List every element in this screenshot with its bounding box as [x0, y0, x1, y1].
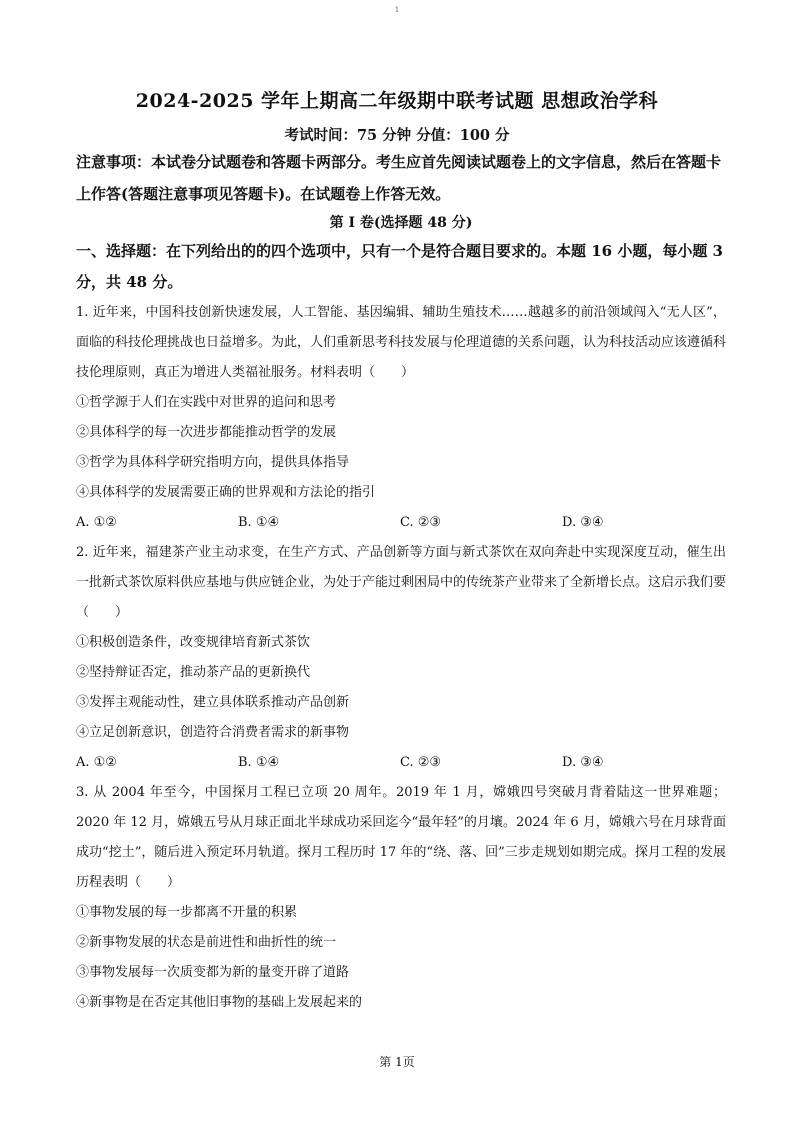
question-statement: ③发挥主观能动性，建立具体联系推动产品创新 [76, 695, 350, 710]
question-3 [76, 778, 726, 1018]
choice-d: D. ③④ [562, 755, 604, 770]
question-statement: ④具体科学的发展需要正确的世界观和方法论的指引 [76, 485, 376, 500]
question-statement: ④新事物是在否定其他旧事物的基础上发展起来的 [76, 995, 363, 1010]
document-title: 2024-2025 学年上期高二年级期中联考试题 思想政治学科 [135, 90, 659, 112]
choice-b: B. ①④ [238, 755, 280, 770]
choice-c: C. ②③ [400, 755, 442, 770]
question-statement: ①哲学源于人们在实践中对世界的追问和思考 [76, 395, 337, 410]
document-body [76, 146, 726, 1018]
question-statement: ①事物发展的每一步都离不开量的积累 [76, 905, 298, 920]
question-statement: ④立足创新意识，创造符合消费者需求的新事物 [76, 725, 350, 740]
question-stem: 2. 近年来，福建茶产业主动求变，在生产方式、产品创新等方面与新式茶饮在双向奔赴中实现深度互动，催生出一批新式茶饮原料供应基地与供应链企业，为处于产能过剩困局中的传统茶产业带来了全新增长点。这启示我们要（ ） [76, 545, 727, 620]
notice-paragraph: 注意事项：本试卷分试题卷和答题卡两部分。考生应首先阅读试题卷上的文字信息，然后在答题卡上作答(答题注意事项见答题卡)。在试题卷上作答无效。 [76, 153, 722, 203]
question-statement: ③哲学为具体科学研究指明方向，提供具体指导 [76, 455, 350, 470]
page-number: 第 1页 [379, 1055, 415, 1069]
question-statement: ①积极创造条件，改变规律培育新式茶饮 [76, 635, 311, 650]
question-stem: 3. 从 2004 年至今，中国探月工程已立项 20 周年。2019 年 1 月，嫦娥四号突破月背着陆这一世界难题；2020 年 12 月，嫦娥五号从月球正面北半球成功采回迄今“最年轻”的月壤。2024 年 6 月，嫦娥六号在月球背面成功“挖土”，随后进入预定环月轨道。探月工程历时 17 年的“绕、落、回”三步走规划如期完成。探月工程的发展历程表明（ ） [76, 785, 726, 890]
choice-c: C. ②③ [400, 515, 442, 530]
answer-choices [76, 508, 726, 538]
question-stem: 1. 近年来，中国科技创新快速发展，人工智能、基因编辑、辅助生殖技术……越越多的前沿领域闯入“无人区”，面临的科技伦理挑战也日益增多。为此，人们重新思考科技发展与伦理道德的关系问题，认为科技活动应该遵循科技伦理原则，真正为增进人类福祉服务。材料表明（ ） [76, 305, 727, 380]
answer-choices [76, 748, 726, 778]
question-statement: ②坚持辩证否定，推动茶产品的更新换代 [76, 665, 311, 680]
page-top-mark: 1 [394, 6, 400, 14]
exam-info: 考试时间：75 分钟 分值：100 分 [284, 127, 510, 144]
part-title: 第 I 卷(选择题 48 分) [329, 215, 473, 231]
choice-d: D. ③④ [562, 515, 604, 530]
question-2 [76, 538, 726, 778]
question-statement: ②具体科学的每一次进步都能推动哲学的发展 [76, 425, 337, 440]
choice-a: A. ①② [76, 515, 117, 530]
choice-b: B. ①④ [238, 515, 280, 530]
question-statement: ②新事物发展的状态是前进性和曲折性的统一 [76, 935, 337, 950]
choice-a: A. ①② [76, 755, 117, 770]
question-statement: ③事物发展每一次质变都为新的量变开辟了道路 [76, 965, 350, 980]
question-1 [76, 298, 726, 538]
section-heading: 一、选择题：在下列给出的的四个选项中，只有一个是符合题目要求的。本题 16 小题，每小题 3 分，共 48 分。 [76, 242, 723, 291]
